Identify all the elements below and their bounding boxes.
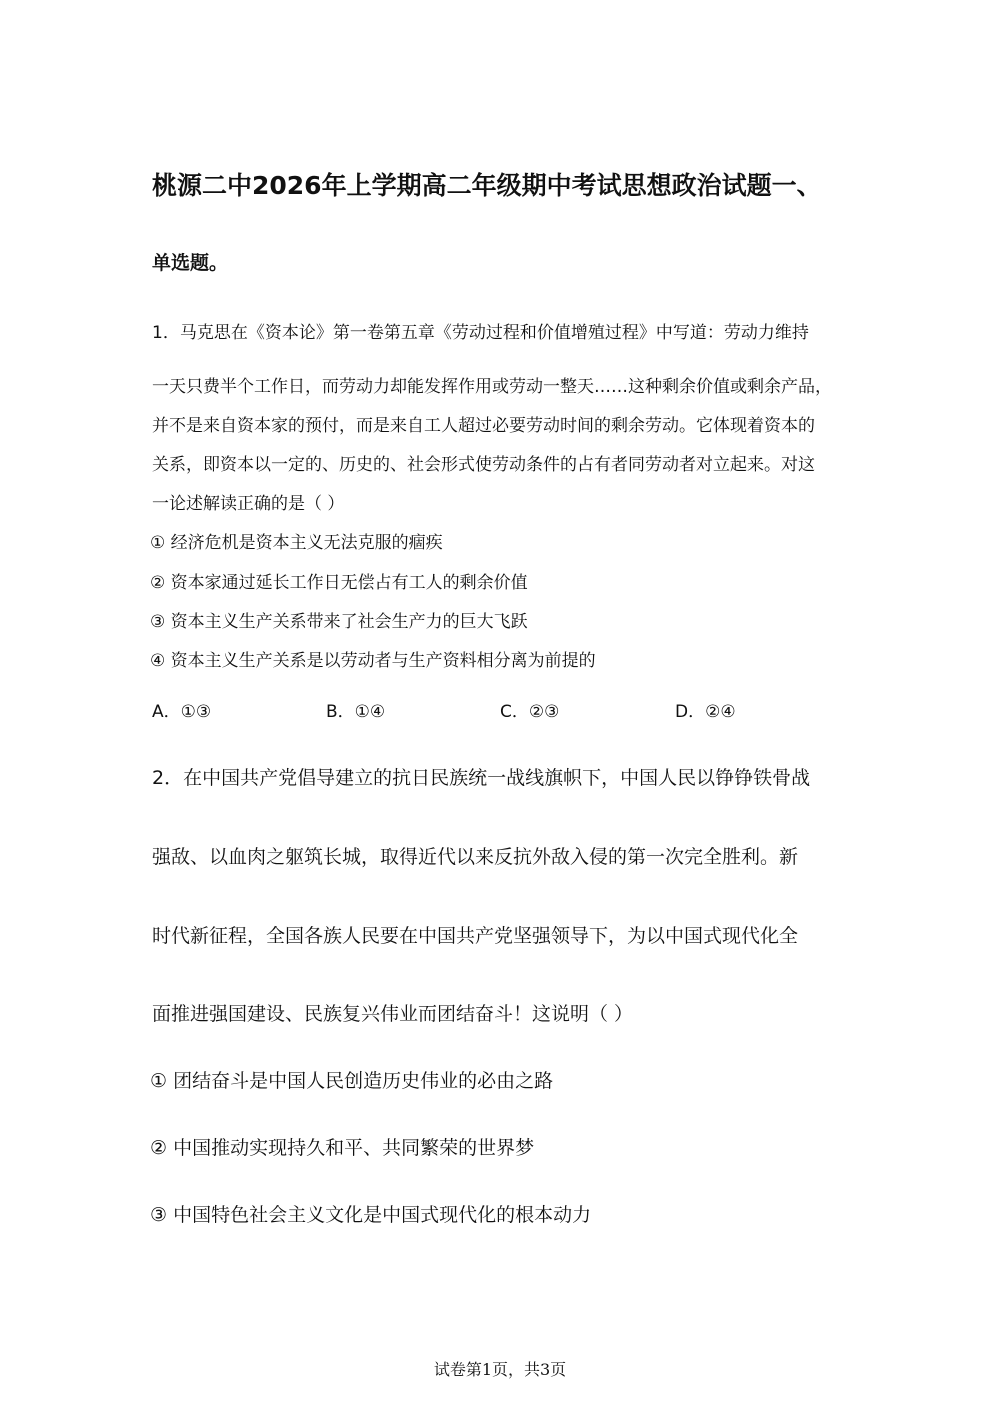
question-1-line: 并不是来自资本家的预付，而是来自工人超过必要劳动时间的剩余劳动。它体现着资本的 — [152, 416, 815, 436]
question-1-line: 一论述解读正确的是（ ） — [152, 494, 345, 514]
question-2-statement: ② 中国推动实现持久和平、共同繁荣的世界梦 — [150, 1137, 535, 1159]
question-2-line: 时代新征程，全国各族人民要在中国共产党坚强领导下，为以中国式现代化全 — [152, 925, 799, 947]
question-1-line: 1．马克思在《资本论》第一卷第五章《劳动过程和价值增殖过程》中写道：劳动力维持 — [152, 323, 809, 343]
exam-title: 桃源二中2026年上学期高二年级期中考试思想政治试题一、 — [152, 171, 822, 200]
question-1-line: 一天只费半个工作日，而劳动力却能发挥作用或劳动一整天……这种剩余价值或剩余产品， — [152, 377, 832, 397]
question-1-statement: ③ 资本主义生产关系带来了社会生产力的巨大飞跃 — [150, 612, 528, 632]
question-2-line: 强敌、以血肉之躯筑长城，取得近代以来反抗外敌入侵的第一次完全胜利。新 — [152, 846, 799, 868]
question-1-line: 关系，即资本以一定的、历史的、社会形式使劳动条件的占有者同劳动者对立起来。对这 — [152, 455, 815, 475]
question-2-line: 面推进强国建设、民族复兴伟业而团结奋斗！这说明（ ） — [152, 1003, 634, 1025]
question-2-line: 2．在中国共产党倡导建立的抗日民族统一战线旗帜下，中国人民以铮铮铁骨战 — [152, 767, 811, 789]
question-1-statement: ② 资本家通过延长工作日无偿占有工人的剩余价值 — [150, 573, 528, 593]
choice-a: A．①③ — [152, 702, 212, 722]
question-1-statement: ① 经济危机是资本主义无法克服的痼疾 — [150, 533, 443, 553]
question-1-statement: ④ 资本主义生产关系是以劳动者与生产资料相分离为前提的 — [150, 651, 596, 671]
choice-d: D．②④ — [675, 702, 736, 722]
choice-c: C．②③ — [500, 702, 560, 722]
choice-b: B．①④ — [326, 702, 386, 722]
section-heading: 单选题。 — [152, 252, 229, 274]
page-footer: 试卷第1页，共3页 — [433, 1360, 567, 1379]
question-2-statement: ③ 中国特色社会主义文化是中国式现代化的根本动力 — [150, 1204, 592, 1226]
question-2-statement: ① 团结奋斗是中国人民创造历史伟业的必由之路 — [150, 1070, 554, 1092]
